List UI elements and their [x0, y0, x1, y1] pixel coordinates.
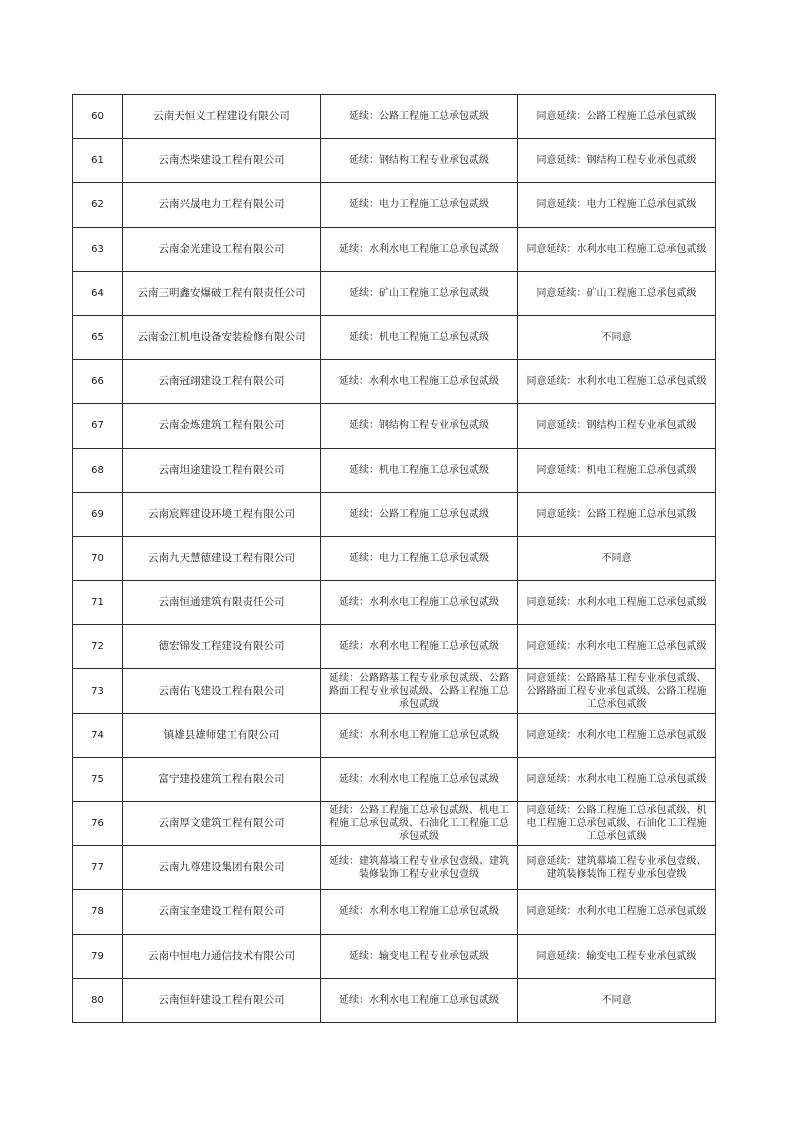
review-result: 同意延续：公路工程施工总承包贰级 [518, 492, 716, 536]
table-body [73, 95, 716, 1023]
company-name: 德宏锦发工程建设有限公司 [123, 625, 321, 669]
table-row [73, 934, 716, 978]
row-number: 76 [73, 802, 123, 846]
table-row [73, 536, 716, 580]
company-name: 云南九天慧德建设工程有限公司 [123, 536, 321, 580]
review-result: 不同意 [518, 536, 716, 580]
row-number: 80 [73, 978, 123, 1023]
table-row [73, 669, 716, 713]
application-item: 延续：电力工程施工总承包贰级 [321, 536, 518, 580]
company-name: 云南宝奎建设工程有限公司 [123, 890, 321, 934]
application-item: 延续：钢结构工程专业承包贰级 [321, 404, 518, 448]
row-number: 69 [73, 492, 123, 536]
application-item: 延续：矿山工程施工总承包贰级 [321, 271, 518, 315]
company-name: 云南厚文建筑工程有限公司 [123, 802, 321, 846]
company-name: 云南恒轩建设工程有限公司 [123, 978, 321, 1023]
row-number: 62 [73, 183, 123, 227]
company-name: 云南九尊建设集团有限公司 [123, 846, 321, 890]
company-name: 云南三明鑫安爆破工程有限责任公司 [123, 271, 321, 315]
row-number: 72 [73, 625, 123, 669]
application-item: 延续：公路工程施工总承包贰级 [321, 492, 518, 536]
row-number: 63 [73, 227, 123, 271]
application-item: 延续：建筑幕墙工程专业承包壹级、建筑装修装饰工程专业承包壹级 [321, 846, 518, 890]
row-number: 70 [73, 536, 123, 580]
application-item: 延续：公路工程施工总承包贰级 [321, 95, 518, 139]
application-item: 延续：水利水电工程施工总承包贰级 [321, 581, 518, 625]
application-item: 延续：输变电工程专业承包贰级 [321, 934, 518, 978]
table-row [73, 271, 716, 315]
company-name: 云南金江机电设备安装检修有限公司 [123, 315, 321, 359]
review-result: 同意延续：水利水电工程施工总承包贰级 [518, 360, 716, 404]
row-number: 71 [73, 581, 123, 625]
row-number: 65 [73, 315, 123, 359]
company-name: 云南宸辉建设环境工程有限公司 [123, 492, 321, 536]
company-name: 云南金光建设工程有限公司 [123, 227, 321, 271]
row-number: 73 [73, 669, 123, 713]
row-number: 77 [73, 846, 123, 890]
company-name: 云南坦途建设工程有限公司 [123, 448, 321, 492]
table-row [73, 492, 716, 536]
table-row [73, 448, 716, 492]
company-name: 富宁建投建筑工程有限公司 [123, 757, 321, 801]
table-row [73, 713, 716, 757]
table-row [73, 890, 716, 934]
review-result: 同意延续：钢结构工程专业承包贰级 [518, 139, 716, 183]
review-result: 同意延续：公路路基工程专业承包贰级、公路路面工程专业承包贰级、公路工程施工总承包贰级 [518, 669, 716, 713]
table-row [73, 139, 716, 183]
table-row [73, 183, 716, 227]
review-result: 同意延续：水利水电工程施工总承包贰级 [518, 581, 716, 625]
application-item: 延续：电力工程施工总承包贰级 [321, 183, 518, 227]
company-name: 云南金炼建筑工程有限公司 [123, 404, 321, 448]
application-item: 延续：水利水电工程施工总承包贰级 [321, 360, 518, 404]
company-name: 云南天恒义工程建设有限公司 [123, 95, 321, 139]
table-row [73, 95, 716, 139]
company-name: 云南杰柴建设工程有限公司 [123, 139, 321, 183]
application-item: 延续：公路工程施工总承包贰级、机电工程施工总承包贰级、石油化工工程施工总承包贰级 [321, 802, 518, 846]
row-number: 67 [73, 404, 123, 448]
company-name: 云南中恒电力通信技术有限公司 [123, 934, 321, 978]
application-item: 延续：水利水电工程施工总承包贰级 [321, 227, 518, 271]
review-result: 同意延续：水利水电工程施工总承包贰级 [518, 890, 716, 934]
table-row [73, 978, 716, 1023]
review-result: 不同意 [518, 978, 716, 1023]
review-result: 同意延续：机电工程施工总承包贰级 [518, 448, 716, 492]
review-result: 同意延续：建筑幕墙工程专业承包壹级、建筑装修装饰工程专业承包壹级 [518, 846, 716, 890]
application-item: 延续：钢结构工程专业承包贰级 [321, 139, 518, 183]
review-result: 同意延续：水利水电工程施工总承包贰级 [518, 625, 716, 669]
table-row [73, 757, 716, 801]
application-item: 延续：机电工程施工总承包贰级 [321, 448, 518, 492]
row-number: 68 [73, 448, 123, 492]
company-name: 云南佑飞建设工程有限公司 [123, 669, 321, 713]
table-row [73, 404, 716, 448]
company-name: 云南恒通建筑有限责任公司 [123, 581, 321, 625]
application-item: 延续：水利水电工程施工总承包贰级 [321, 978, 518, 1023]
row-number: 79 [73, 934, 123, 978]
table-row [73, 315, 716, 359]
application-item: 延续：水利水电工程施工总承包贰级 [321, 625, 518, 669]
review-result: 同意延续：钢结构工程专业承包贰级 [518, 404, 716, 448]
table-row [73, 625, 716, 669]
review-result: 同意延续：水利水电工程施工总承包贰级 [518, 713, 716, 757]
application-item: 延续：水利水电工程施工总承包贰级 [321, 713, 518, 757]
application-item: 延续：水利水电工程施工总承包贰级 [321, 757, 518, 801]
qualification-table [72, 94, 716, 1023]
table-row [73, 227, 716, 271]
row-number: 74 [73, 713, 123, 757]
review-result: 同意延续：公路工程施工总承包贰级 [518, 95, 716, 139]
company-name: 云南冠翊建设工程有限公司 [123, 360, 321, 404]
review-result: 同意延续：水利水电工程施工总承包贰级 [518, 757, 716, 801]
review-result: 同意延续：公路工程施工总承包贰级、机电工程施工总承包贰级、石油化工工程施工总承包贰级 [518, 802, 716, 846]
company-name: 镇雄县雄师建工有限公司 [123, 713, 321, 757]
table-row [73, 802, 716, 846]
application-item: 延续：公路路基工程专业承包贰级、公路路面工程专业承包贰级、公路工程施工总承包贰级 [321, 669, 518, 713]
review-result: 不同意 [518, 315, 716, 359]
review-result: 同意延续：水利水电工程施工总承包贰级 [518, 227, 716, 271]
row-number: 78 [73, 890, 123, 934]
row-number: 66 [73, 360, 123, 404]
row-number: 75 [73, 757, 123, 801]
review-result: 同意延续：输变电工程专业承包贰级 [518, 934, 716, 978]
row-number: 61 [73, 139, 123, 183]
company-name: 云南兴晟电力工程有限公司 [123, 183, 321, 227]
table-row [73, 360, 716, 404]
application-item: 延续：水利水电工程施工总承包贰级 [321, 890, 518, 934]
review-result: 同意延续：矿山工程施工总承包贰级 [518, 271, 716, 315]
review-result: 同意延续：电力工程施工总承包贰级 [518, 183, 716, 227]
application-item: 延续：机电工程施工总承包贰级 [321, 315, 518, 359]
table-row [73, 581, 716, 625]
table-row [73, 846, 716, 890]
row-number: 64 [73, 271, 123, 315]
row-number: 60 [73, 95, 123, 139]
